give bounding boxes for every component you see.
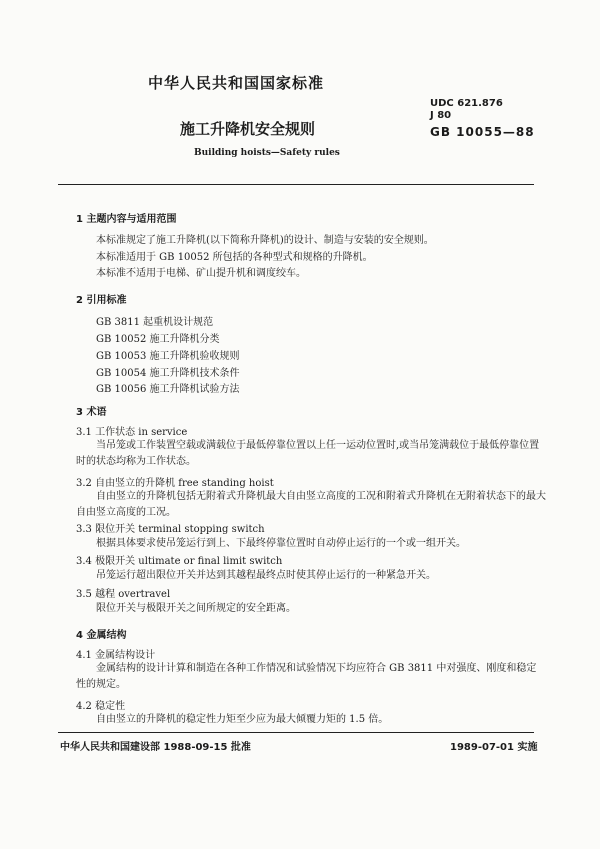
reference-item: GB 10053 施工升降机验收规则 — [96, 351, 240, 362]
clause-4-2-text: 自由竖立的升降机的稳定性力矩至少应为最大倾覆力矩的 1.5 倍。 — [96, 714, 389, 725]
reference-item: GB 10054 施工升降机技术条件 — [96, 368, 240, 379]
section-1-paragraph: 本标准适用于 GB 10052 所包括的各种型式和规格的升降机。 — [96, 252, 373, 263]
term-3-1: 3.1 工作状态 in service — [76, 427, 188, 438]
term-3-5: 3.5 越程 overtravel — [76, 589, 171, 600]
term-3-4-definition: 吊笼运行超出限位开关并达到其越程最终点时使其停止运行的一种紧急开关。 — [96, 570, 436, 581]
section-1-heading: 1 主题内容与适用范围 — [76, 214, 177, 225]
clause-4-1-text: 金属结构的设计计算和制造在各种工作情况和试验情况下均应符合 GB 3811 中对强度、刚度和稳定性的规定。 — [76, 663, 537, 690]
org-title: 中华人民共和国国家标准 — [148, 74, 325, 92]
footer-divider — [58, 732, 534, 733]
reference-item: GB 10052 施工升降机分类 — [96, 334, 220, 345]
reference-item: GB 10056 施工升降机试验方法 — [96, 384, 240, 395]
section-3-heading: 3 术语 — [76, 407, 107, 418]
clause-4-1: 4.1 金属结构设计 — [76, 650, 156, 661]
term-3-2: 3.2 自由竖立的升降机 free standing hoist — [76, 478, 274, 489]
class-code: J 80 — [430, 110, 452, 121]
section-2-heading: 2 引用标准 — [76, 295, 127, 306]
term-3-3: 3.3 限位开关 terminal stopping switch — [76, 524, 265, 535]
term-3-2-definition: 自由竖立的升降机包括无附着式升降机最大自由竖立高度的工况和附着式升降机在无附着状态下的最大自由竖立高度的工况。 — [76, 491, 546, 518]
section-4-heading: 4 金属结构 — [76, 630, 127, 641]
section-1-paragraph: 本标准不适用于电梯、矿山提升机和调度绞车。 — [96, 268, 306, 279]
term-3-1-definition: 当吊笼或工作装置空载或满载位于最低停靠位置以上任一运动位置时,或当吊笼满载位于最低停靠位置时的状态均称为工作状态。 — [76, 440, 540, 467]
effective-date: 1989-07-01 实施 — [450, 742, 538, 753]
standard-subtitle-en: Building hoists—Safety rules — [194, 148, 340, 158]
header-divider — [58, 184, 534, 185]
term-3-3-definition: 根据具体要求使吊笼运行到上、下最终停靠位置时自动停止运行的一个或一组开关。 — [96, 538, 466, 549]
section-1-paragraph: 本标准规定了施工升降机(以下简称升降机)的设计、制造与安装的安全规则。 — [96, 235, 434, 246]
approval-line: 中华人民共和国建设部 1988-09-15 批准 — [60, 742, 251, 753]
term-3-5-definition: 限位开关与极限开关之间所规定的安全距离。 — [96, 603, 296, 614]
standard-number: GB 10055—88 — [430, 125, 535, 139]
term-3-4: 3.4 极限开关 ultimate or final limit switch — [76, 556, 283, 567]
clause-4-2: 4.2 稳定性 — [76, 701, 126, 712]
reference-item: GB 3811 起重机设计规范 — [96, 317, 214, 328]
udc-code: UDC 621.876 — [430, 98, 503, 109]
standard-title: 施工升降机安全规则 — [180, 120, 316, 138]
